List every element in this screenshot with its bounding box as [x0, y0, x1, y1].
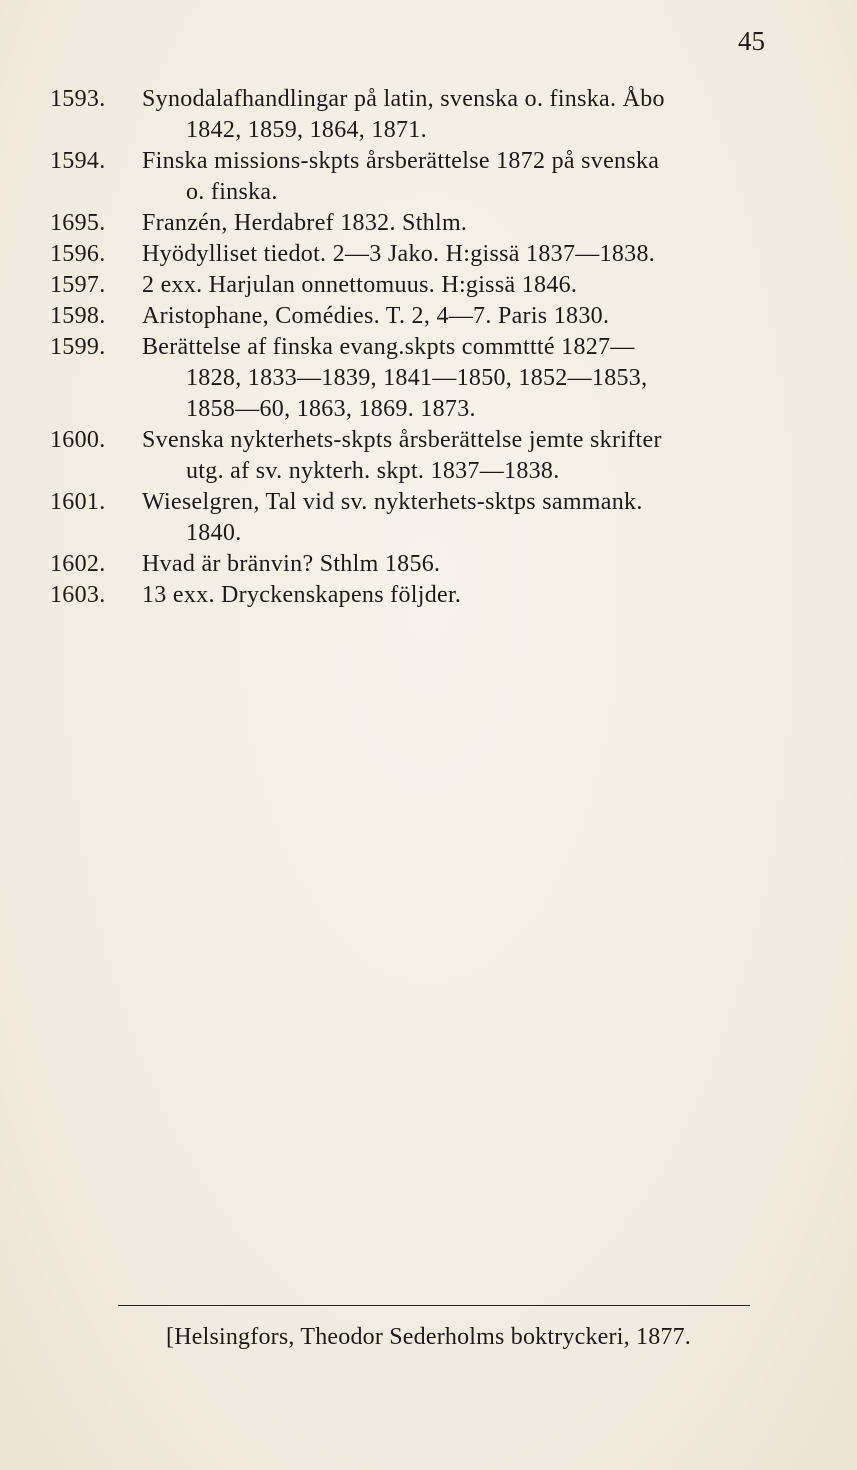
catalog-entry	[0, 580, 857, 611]
entry-text	[142, 146, 797, 208]
entry-number: 1603.	[50, 582, 106, 608]
entry-line: Finska missions-skpts årsberättelse 1872 på svenska	[142, 148, 660, 174]
entry-line: Aristophane, Comédies. T. 2, 4—7. Paris 1830.	[142, 303, 610, 329]
entry-list	[0, 84, 857, 611]
entry-number: 1601.	[50, 489, 106, 515]
entry-text	[142, 239, 797, 270]
entry-line: 1842, 1859, 1864, 1871.	[186, 117, 427, 143]
footer-rule	[118, 1305, 750, 1306]
catalog-entry	[0, 84, 857, 146]
entry-line: Svenska nykterhets-skpts årsberättelse jemte skrifter	[142, 427, 662, 453]
entry-number: 1597.	[50, 272, 106, 298]
catalog-entry	[0, 270, 857, 301]
printer-imprint: [Helsingfors, Theodor Sederholms boktryckeri, 1877.	[166, 1324, 691, 1350]
entry-line: Franzén, Herdabref 1832. Sthlm.	[142, 210, 468, 236]
entry-number: 1593.	[50, 86, 106, 112]
entry-text	[142, 84, 797, 146]
entry-number: 1599.	[50, 334, 106, 360]
catalog-entry	[0, 487, 857, 549]
catalog-entry	[0, 239, 857, 270]
entry-text	[142, 332, 797, 425]
entry-number: 1594.	[50, 148, 106, 174]
entry-line: o. finska.	[186, 179, 278, 205]
entry-number: 1596.	[50, 241, 106, 267]
entry-number: 1602.	[50, 551, 106, 577]
entry-line: Wieselgren, Tal vid sv. nykterhets-sktps sammank.	[142, 489, 643, 515]
entry-number: 1600.	[50, 427, 106, 453]
entry-line: 1828, 1833—1839, 1841—1850, 1852—1853,	[186, 365, 648, 391]
entry-text	[142, 208, 797, 239]
entry-line: utg. af sv. nykterh. skpt. 1837—1838.	[186, 458, 560, 484]
entry-text	[142, 425, 797, 487]
entry-number: 1695.	[50, 210, 106, 236]
catalog-entry	[0, 301, 857, 332]
entry-line: 2 exx. Harjulan onnettomuus. H:gissä 1846.	[142, 272, 578, 298]
catalog-entry	[0, 549, 857, 580]
page-number: 45	[738, 26, 765, 56]
entry-text	[142, 580, 797, 611]
catalog-entry	[0, 146, 857, 208]
entry-line: Synodalafhandlingar på latin, svenska o. finska. Åbo	[142, 86, 665, 112]
entry-line: Hyödylliset tiedot. 2—3 Jako. H:gissä 1837—1838.	[142, 241, 656, 267]
catalog-entry	[0, 332, 857, 425]
entry-line: 1840.	[186, 520, 242, 546]
entry-line: Berättelse af finska evang.skpts commttté 1827—	[142, 334, 635, 360]
entry-line: Hvad är bränvin? Sthlm 1856.	[142, 551, 441, 577]
entry-line: 1858—60, 1863, 1869. 1873.	[186, 396, 476, 422]
catalog-entry	[0, 208, 857, 239]
entry-text	[142, 487, 797, 549]
entry-text	[142, 301, 797, 332]
catalog-entry	[0, 425, 857, 487]
entry-text	[142, 270, 797, 301]
entry-number: 1598.	[50, 303, 106, 329]
entry-text	[142, 549, 797, 580]
entry-line: 13 exx. Dryckenskapens följder.	[142, 582, 462, 608]
